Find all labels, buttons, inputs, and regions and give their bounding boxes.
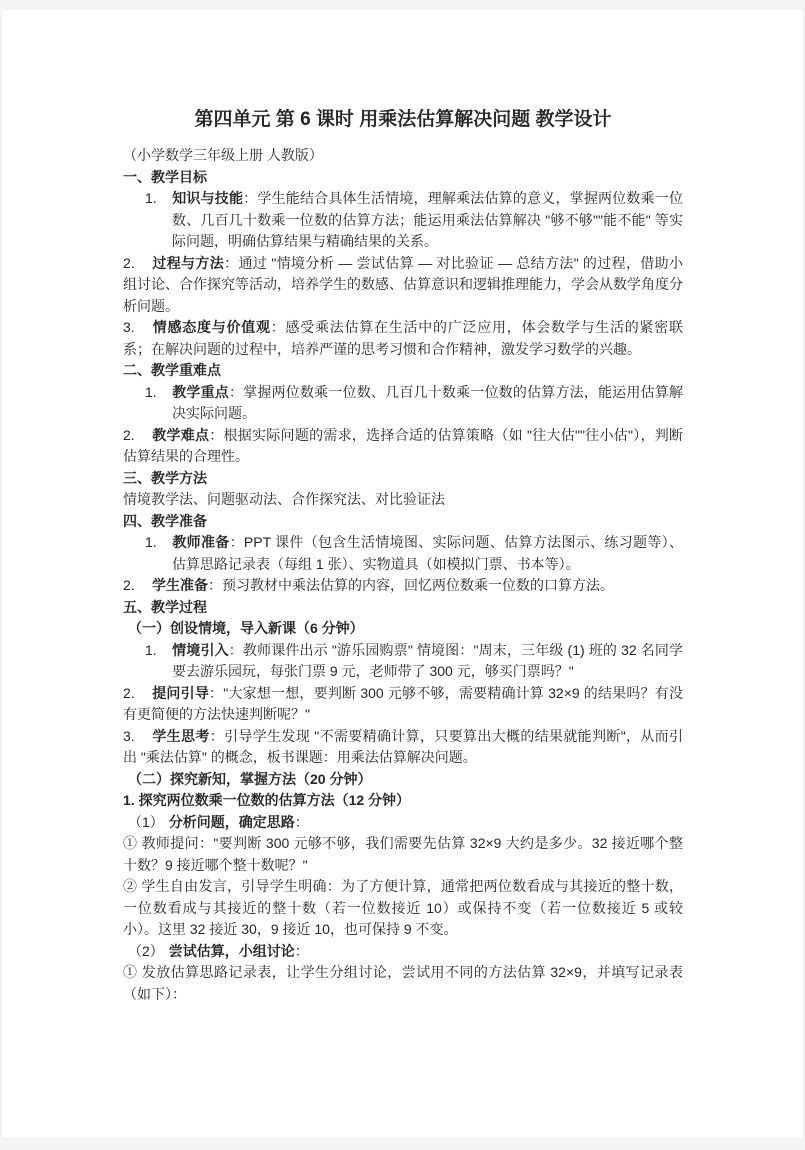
item-number: 1. — [145, 383, 157, 400]
document-subtitle: （小学数学三年级上册 人教版） — [123, 147, 323, 163]
phase-heading-2: （二）探究新知，掌握方法（20 分钟） — [128, 770, 372, 787]
item-number: 1. — [145, 641, 157, 658]
step1-detail-2: ② 学生自由发言，引导学生明确：为了方便计算，通常把两位数看成与其接近的整十数，一位数看成与其接近的整十数（若一位数接近 10）或保持不变（若一位数接近 5 或较小）。这里 32 接近 30，9 接近 10，也可保持 9 不变。 — [123, 878, 683, 937]
item-term: 过程与方法 — [152, 254, 225, 271]
item-text: ：预习教材中乘法估算的内容，回忆两位数乘一位数的口算方法。 — [208, 577, 614, 593]
item-term: 知识与技能 — [172, 190, 244, 206]
step-tail: ： — [294, 813, 309, 830]
item-term: 教学重点 — [172, 383, 229, 400]
item-text: ：通过 "情境分析 — 尝试估算 — 对比验证 — 总结方法" 的过程，借助小组讨论、合作探究等活动，培养学生的数感、估算意识和逻辑推理能力，学会从数学角度分析问题。 — [123, 254, 683, 314]
item-text: ：教师课件出示 "游乐园购票" 情境图："周末，三年级 (1) 班的 32 名同学要去游乐园玩，每张门票 9 元，老师带了 300 元，够买门票吗？" — [172, 641, 683, 679]
item-text: ："大家想一想，要判断 300 元够不够，需要精确计算 32×9 的结果吗？有没有更简便的方法快速判断呢？" — [123, 684, 684, 722]
step-heading-1 — [123, 812, 683, 834]
item-term: 提问引导 — [152, 684, 210, 701]
item-term: 情境引入 — [172, 641, 229, 658]
section-heading-key-points: 二、教学重难点 — [123, 362, 221, 378]
item-term: 教师准备 — [172, 534, 230, 550]
item-term: 学生准备 — [152, 577, 208, 593]
step-marker: （2） — [128, 942, 164, 959]
item-number: 3. — [123, 319, 135, 335]
phase-heading-1: （一）创设情境，导入新课（6 分钟） — [128, 620, 364, 636]
item-term: 情感态度与价值观 — [152, 319, 271, 335]
item-text: ：引导学生发现 "不需要精确计算，只要算出大概的结果就能判断"，从而引出 "乘法估算" 的概念，板书课题：用乘法估算解决问题。 — [123, 727, 684, 765]
phase1-item-1 — [145, 640, 683, 683]
step-marker: （1） — [128, 813, 164, 830]
step1-detail-1: ① 教师提问："要判断 300 元够不够，我们需要先估算 32×9 大约是多少。32 接近哪个整十数？9 接近哪个整十数呢？" — [123, 835, 683, 873]
item-number: 1. — [145, 190, 157, 206]
step-heading-2 — [123, 941, 683, 963]
section-heading-process: 五、教学过程 — [123, 598, 207, 615]
section-heading-preparation: 四、教学准备 — [123, 512, 207, 529]
step-tail: ： — [294, 942, 309, 959]
phase1-item-2 — [123, 683, 683, 726]
activity-heading-1: 1. 探究两位数乘一位数的估算方法（12 分钟） — [123, 792, 411, 808]
item-text: ：学生能结合具体生活情境，理解乘法估算的意义，掌握两位数乘一位数、几百几十数乘一位数的估算方法；能运用乘法估算解决 "够不够""能不能" 等实际问题，明确估算结果与精确结果的关系。 — [172, 190, 684, 249]
objective-item-3 — [123, 317, 683, 360]
step2-detail-1: ① 发放估算思路记录表，让学生分组讨论，尝试用不同的方法估算 32×9，并填写记录表（如下）： — [123, 964, 683, 1002]
document-page — [2, 10, 803, 1138]
item-text: ：根据实际问题的需求，选择合适的估算策略（如 "往大估""往小估"），判断估算结果的合理性。 — [123, 426, 683, 464]
item-number: 1. — [145, 534, 157, 550]
key-point-item-2 — [123, 425, 683, 468]
section-heading-objectives: 一、教学目标 — [123, 168, 207, 185]
objective-item-2 — [123, 253, 683, 318]
step-term: 尝试估算，小组讨论 — [168, 942, 295, 959]
item-number: 2. — [123, 577, 135, 593]
phase1-item-3 — [123, 726, 683, 769]
key-point-item-1 — [145, 382, 684, 425]
item-term: 学生思考 — [152, 727, 210, 744]
item-number: 2. — [123, 254, 135, 271]
preparation-item-2 — [123, 575, 683, 597]
item-number: 2. — [123, 426, 135, 443]
item-term: 教学难点 — [152, 426, 210, 443]
item-text: ：PPT 课件（包含生活情境图、实际问题、估算方法图示、练习题等）、估算思路记录表（每组 1 张）、实物道具（如模拟门票、书本等）。 — [172, 534, 683, 572]
objective-item-1 — [145, 188, 684, 253]
item-text: ：掌握两位数乘一位数、几百几十数乘一位数的估算方法，能运用估算解决实际问题。 — [172, 383, 684, 421]
step-term: 分析问题，确定思路 — [168, 813, 295, 830]
preparation-item-1 — [145, 532, 683, 575]
section-heading-methods: 三、教学方法 — [123, 469, 207, 486]
item-number: 2. — [123, 684, 135, 701]
page-title: 第四单元 第 6 课时 用乘法估算解决问题 教学设计 — [194, 109, 612, 130]
item-number: 3. — [123, 727, 135, 744]
item-text: ：感受乘法估算在生活中的广泛应用，体会数学与生活的紧密联系；在解决问题的过程中，培养严谨的思考习惯和合作精神，激发学习数学的兴趣。 — [123, 319, 683, 357]
methods-text: 情境教学法、问题驱动法、合作探究法、对比验证法 — [123, 491, 445, 507]
